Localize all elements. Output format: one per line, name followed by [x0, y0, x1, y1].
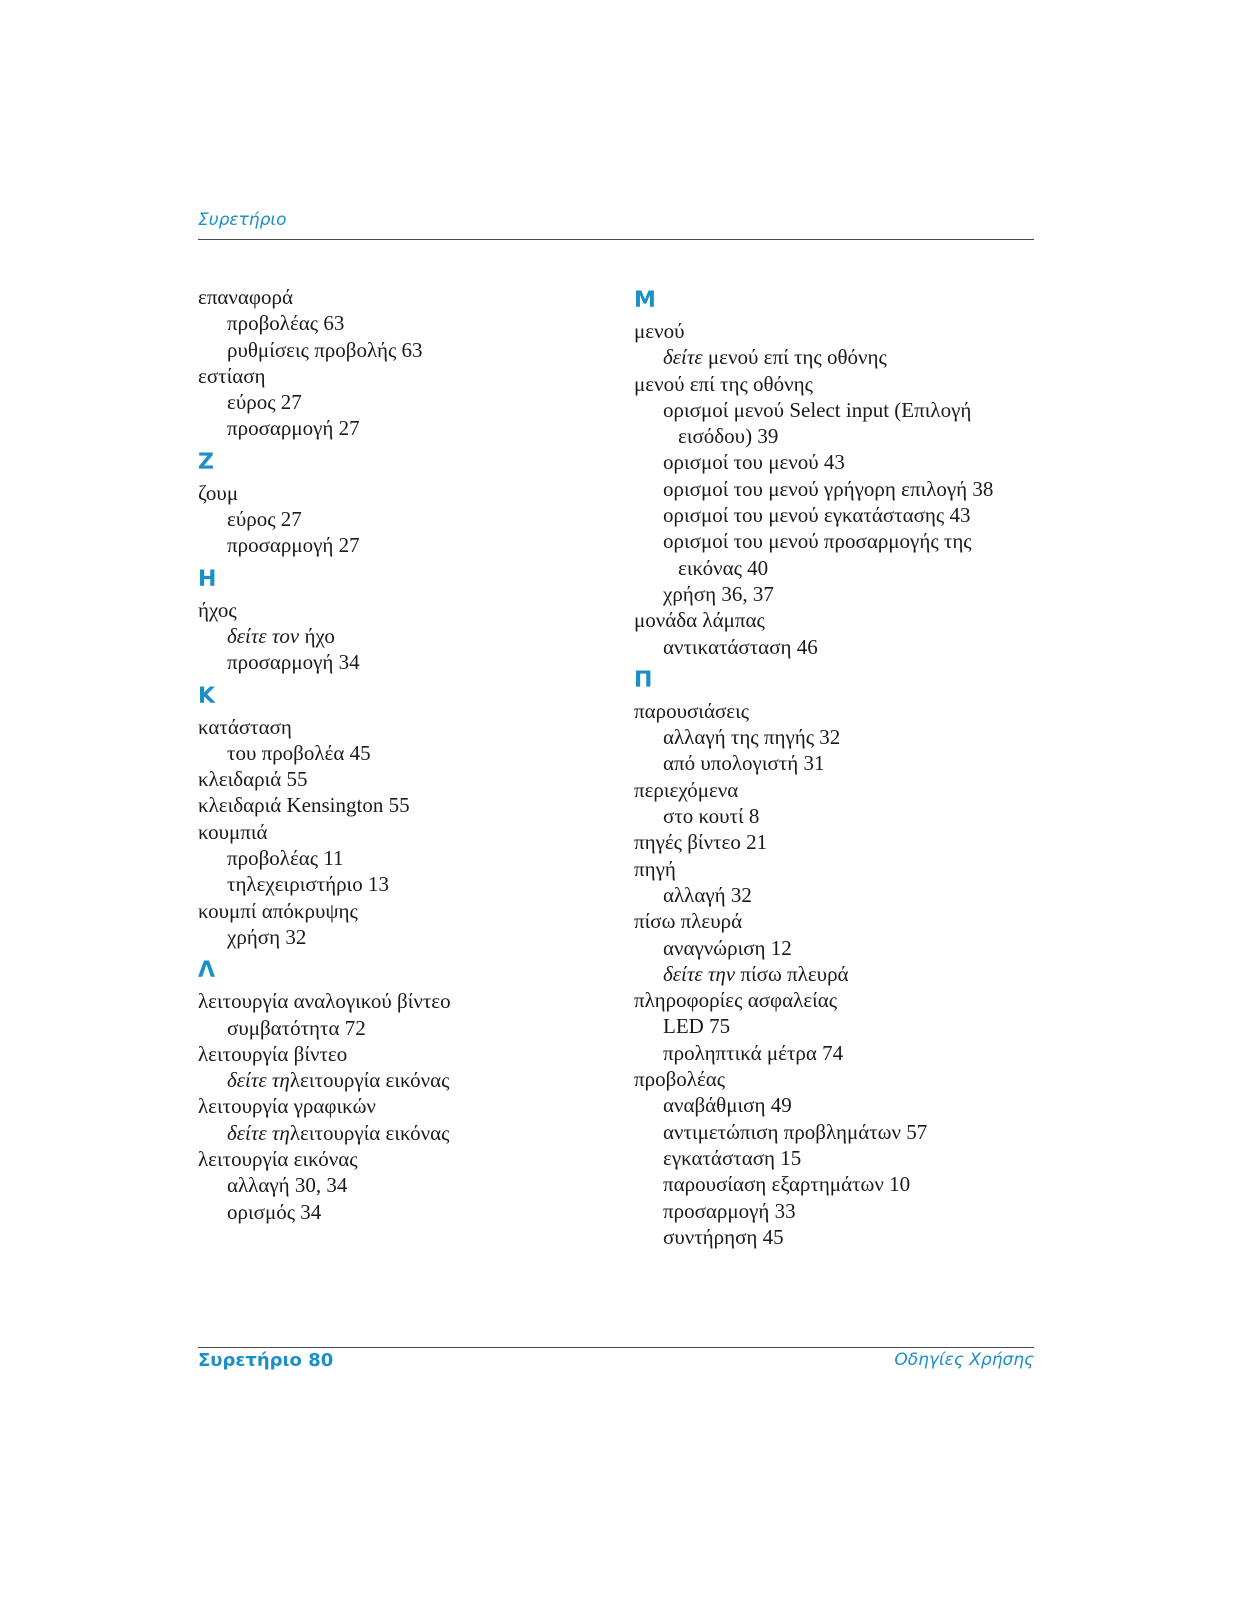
index-entry-text: αλλαγή 32 [663, 882, 752, 907]
cross-reference-label: δείτε [663, 345, 703, 370]
index-subentry [198, 871, 598, 897]
index-entry [634, 698, 1054, 724]
index-subentry [634, 528, 1054, 554]
index-entry-text: χρήση 32 [227, 924, 307, 949]
index-entry-text: μονάδα λάμπας [634, 608, 765, 633]
index-entry [198, 480, 598, 506]
index-entry-text: λειτουργία εικόνας [289, 1068, 450, 1093]
index-entry-text: ζουμ [198, 480, 239, 505]
index-entry-text: ήχος [198, 597, 237, 622]
index-subentry [634, 449, 1054, 475]
index-section-letter: Μ [634, 288, 656, 313]
index-subentry [634, 634, 1054, 660]
index-entry-text: εισόδου) 39 [678, 424, 779, 449]
index-subentry [634, 1198, 1054, 1224]
index-entry-text: προβολέας [634, 1067, 726, 1092]
index-subentry [634, 724, 1054, 750]
index-subentry [634, 397, 1054, 423]
header-rule [198, 239, 1034, 240]
index-entry-text: χρήση 36, 37 [663, 581, 774, 606]
index-entry [198, 363, 598, 389]
index-entry [634, 1066, 1054, 1092]
index-subentry [634, 502, 1054, 528]
index-subentry [634, 1040, 1054, 1066]
index-entry-text: ορισμοί του μενού γρήγορη επιλογή 38 [663, 476, 994, 501]
index-entry-text: εικόνας 40 [678, 555, 769, 580]
index-entry [198, 714, 598, 740]
index-subentry [634, 555, 1054, 581]
index-subentry [634, 1092, 1054, 1118]
index-entry-text: λειτουργία εικόνας [198, 1147, 358, 1172]
index-entry-text: αλλαγή της πηγής 32 [663, 725, 841, 750]
index-entry-text: αντικατάσταση 46 [663, 634, 818, 659]
index-subentry [634, 750, 1054, 776]
index-entry-text: ορισμοί του μενού εγκατάστασης 43 [663, 503, 971, 528]
index-entry [198, 1146, 598, 1172]
cross-reference-label: δείτε τη [227, 1068, 290, 1093]
index-subentry [198, 1172, 598, 1198]
index-entry [634, 829, 1054, 855]
index-entry-text: αλλαγή 30, 34 [227, 1173, 348, 1198]
index-entry-text: εγκατάσταση 15 [663, 1145, 802, 1170]
index-entry [198, 988, 598, 1014]
index-entry-text: πίσω πλευρά [634, 909, 743, 934]
index-subentry [634, 1224, 1054, 1250]
index-subentry [634, 1171, 1054, 1197]
index-entry-text: πηγές βίντεο 21 [634, 830, 768, 855]
index-entry-text: ήχο [299, 623, 335, 648]
index-entry [198, 792, 598, 818]
index-entry-text: του προβολέα 45 [227, 740, 371, 765]
index-subentry [198, 845, 598, 871]
index-entry-text: κατάσταση [198, 714, 292, 739]
index-entry-text: κλειδαριά 55 [198, 767, 308, 792]
index-subentry [634, 961, 1054, 987]
index-entry [198, 819, 598, 845]
index-entry [198, 1041, 598, 1067]
index-entry-text: πληροφορίες ασφαλείας [634, 988, 838, 1013]
index-entry [198, 898, 598, 924]
index-entry [198, 284, 598, 310]
index-entry-text: λειτουργία εικόνας [289, 1120, 450, 1145]
index-entry-text: ορισμός 34 [227, 1199, 322, 1224]
index-entry-text: προβολέας 63 [227, 311, 345, 336]
index-entry-text: αναβάθμιση 49 [663, 1093, 792, 1118]
index-section-letter: Κ [198, 683, 216, 709]
index-entry-text: περιεχόμενα [634, 777, 739, 802]
index-entry-text: συμβατότητα 72 [227, 1015, 366, 1040]
index-entry-text: στο κουτί 8 [663, 804, 760, 829]
cross-reference-label: δείτε τον [227, 623, 300, 648]
index-section-letter: Ζ [198, 449, 214, 475]
index-entry [634, 777, 1054, 803]
index-subentry [634, 1013, 1054, 1039]
index-entry-text: ορισμοί του μενού προσαρμογής της [663, 529, 972, 554]
index-column-right [634, 284, 1054, 1250]
index-entry-text: πηγή [634, 856, 676, 881]
index-entry-text: επαναφορά [198, 285, 294, 309]
index-entry [634, 607, 1054, 633]
index-section-letter: Π [634, 667, 653, 693]
index-entry-text: κουμπί απόκρυψης [198, 898, 358, 923]
index-subentry [198, 415, 598, 441]
index-entry-text: LED 75 [663, 1014, 731, 1039]
index-entry-text: μενού επί της οθόνης [702, 345, 887, 370]
index-subentry [198, 740, 598, 766]
index-subentry [198, 649, 598, 675]
index-entry [198, 597, 598, 623]
index-entry-text: προσαρμογή 27 [227, 533, 360, 558]
index-entry-text: μενού επί της οθόνης [634, 371, 813, 396]
index-subentry [198, 337, 598, 363]
index-subentry [198, 532, 598, 558]
index-entry-text: εστίαση [198, 363, 266, 388]
index-entry-text: κλειδαριά Kensington 55 [198, 793, 410, 818]
index-entry [634, 318, 1054, 344]
index-entry-text: λειτουργία γραφικών [198, 1094, 376, 1119]
index-entry-text: ορισμοί μενού Select input (Επιλογή [663, 397, 972, 422]
index-subentry [634, 803, 1054, 829]
index-entry-text: λειτουργία βίντεο [198, 1041, 348, 1066]
index-subentry [634, 423, 1054, 449]
index-entry-text: ορισμοί του μενού 43 [663, 450, 845, 475]
index-subentry [198, 389, 598, 415]
index-entry-text: παρουσιάσεις [634, 698, 750, 723]
index-entry-text: από υπολογιστή 31 [663, 751, 825, 776]
index-subentry [634, 882, 1054, 908]
index-entry [634, 908, 1054, 934]
index-subentry [634, 344, 1054, 370]
index-subentry [198, 1199, 598, 1225]
cross-reference-label: δείτε την [663, 961, 736, 986]
index-entry-text: συντήρηση 45 [663, 1224, 784, 1249]
index-section-letter: Η [198, 566, 217, 592]
index-subentry [634, 476, 1054, 502]
index-entry [634, 987, 1054, 1013]
index-entry-text: παρουσίαση εξαρτημάτων 10 [663, 1172, 911, 1197]
index-entry [198, 1093, 598, 1119]
running-header-title: Συρετήριο [198, 210, 287, 230]
index-entry-text: προληπτικά μέτρα 74 [663, 1040, 844, 1065]
index-entry-text: μενού [634, 319, 685, 343]
index-entry-text: εύρος 27 [227, 507, 302, 532]
index-entry-text: προσαρμογή 27 [227, 416, 360, 441]
index-entry-text: πίσω πλευρά [735, 961, 849, 986]
index-entry-text: ρυθμίσεις προβολής 63 [227, 337, 423, 362]
index-subentry [634, 935, 1054, 961]
index-subentry [198, 1067, 598, 1093]
index-entry-text: αντιμετώπιση προβλημάτων 57 [663, 1119, 928, 1144]
index-entry [198, 766, 598, 792]
index-subentry [634, 1145, 1054, 1171]
index-subentry [634, 581, 1054, 607]
footer-page-label: Συρετήριο 80 [198, 1350, 334, 1371]
index-entry-text: προσαρμογή 34 [227, 650, 360, 675]
index-section-letter: Λ [198, 958, 216, 984]
index-subentry [198, 1015, 598, 1041]
index-entry [634, 856, 1054, 882]
index-entry-text: τηλεχειριστήριο 13 [227, 872, 389, 897]
cross-reference-label: δείτε τη [227, 1120, 290, 1145]
index-column-left [198, 284, 598, 1225]
index-subentry [198, 310, 598, 336]
index-subentry [198, 1120, 598, 1146]
index-entry-text: αναγνώριση 12 [663, 935, 792, 960]
index-entry-text: κουμπιά [198, 819, 268, 844]
index-entry-text: εύρος 27 [227, 390, 302, 415]
index-subentry [634, 1119, 1054, 1145]
index-subentry [198, 924, 598, 950]
index-entry-text: λειτουργία αναλογικού βίντεο [198, 989, 451, 1014]
footer-document-title: Οδηγίες Χρήσης [894, 1350, 1034, 1370]
index-entry-text: προσαρμογή 33 [663, 1198, 796, 1223]
index-subentry [198, 506, 598, 532]
index-entry-text: προβολέας 11 [227, 846, 344, 871]
index-entry [634, 371, 1054, 397]
footer-rule [198, 1347, 1034, 1348]
index-subentry [198, 623, 598, 649]
